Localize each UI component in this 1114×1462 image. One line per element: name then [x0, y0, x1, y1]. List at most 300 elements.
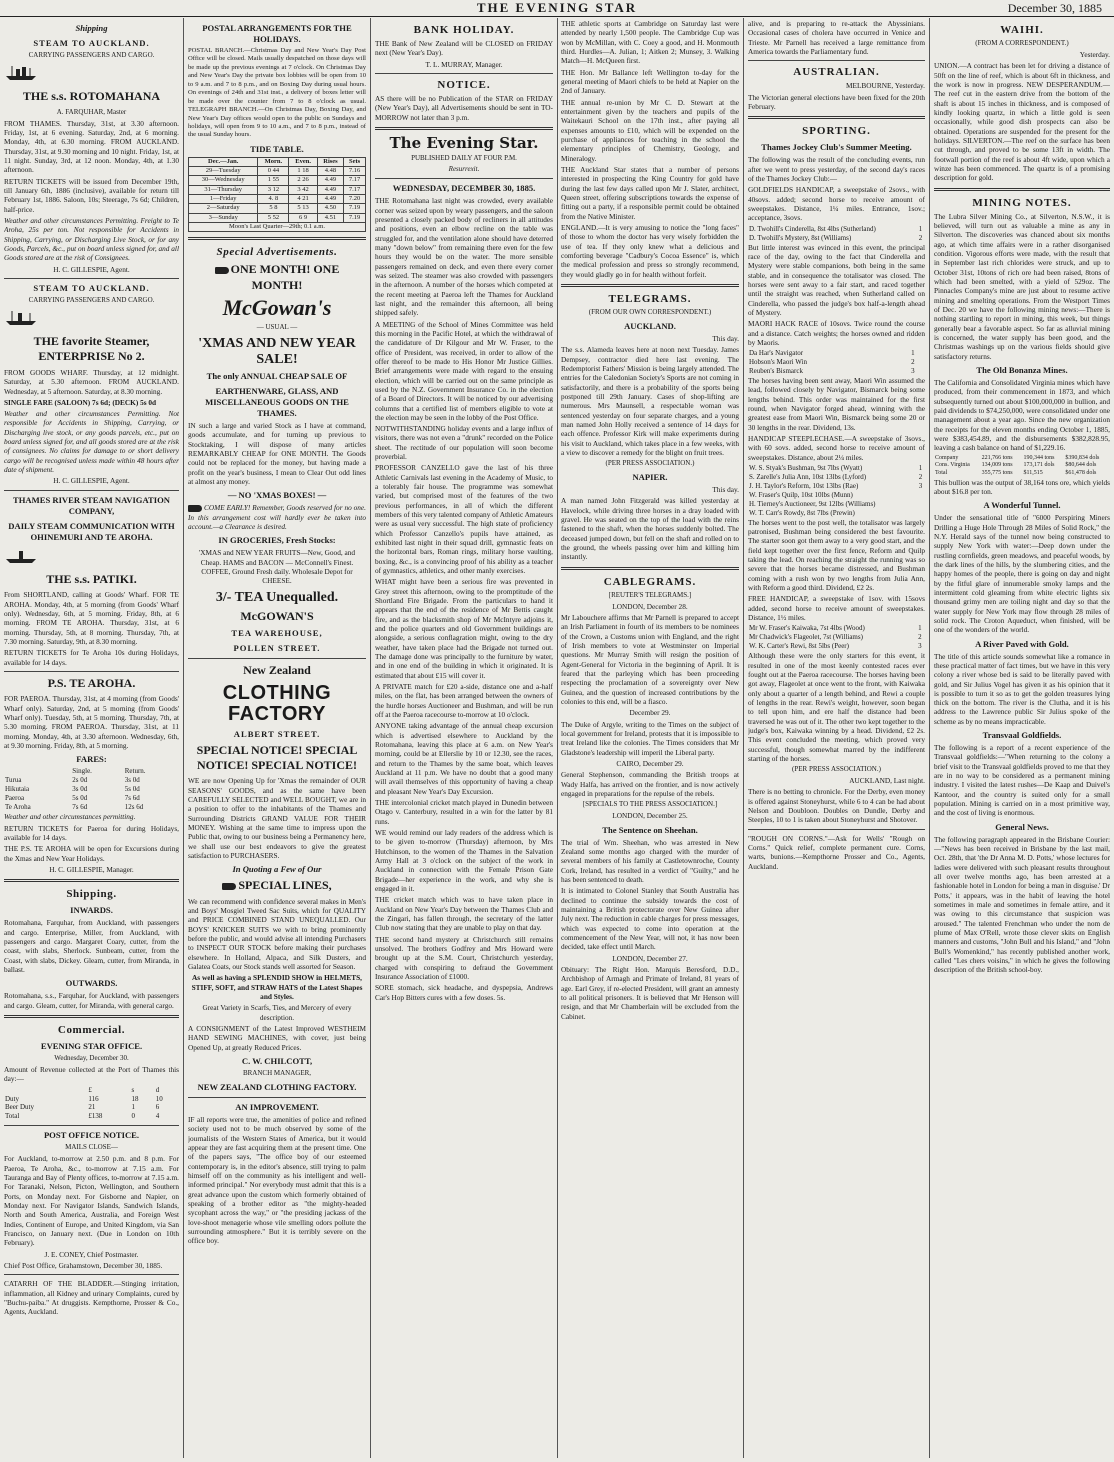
article-paragraph: A PRIVATE match for £20 a-side, distance one and a-half miles, on the flat, has been arranged between the owners of the hurdle horses Auctioneer and Bushman, and will be run off at the Paeroa racecourse to-morrow at 10 o'clock. [375, 682, 553, 719]
ship-master: A. FARQUHAR, Master [56, 107, 127, 116]
table-cell: 3—Sunday [189, 213, 258, 222]
post-office-subheading: MAILS CLOSE— [65, 1143, 118, 1152]
return-tickets: RETURN TICKETS for Te Aroha 10s during Holidays, available for 14 days. [4, 648, 179, 667]
river-body: The title of this article sounds somewhat like a romance in these practical matter of fact times, but we have in this very colony a river whose bed is said to be literally paved with gold, and Sir Julius Vogel has given it as his opinion that it is possible to turn it so as to get the golden treasures lying thick on the bottom. The river is the Clutha, and it is his address to the Lawrence public Sir Julius spoke of the scheme as by no means impracticable. [934, 651, 1110, 726]
special-lines [188, 878, 366, 893]
table-cell: W. K. Carter's Rewi, 8st 5lbs (Peer) [749, 642, 849, 651]
table-cell: 1—Friday [189, 195, 258, 204]
cable-body: Mr Labouchere affirms that Mr Parnell is prepared to accept an Irish Parliament in fourth of its members to be nominees of the Crown, a Customs union with England, and the right of Irish members to vote at Westminster on Imperial questions. Mr Murray Smith will resign the position of Agent-General for Victoria in the beginning of April. It is feared that the parleying which has been proceeding respecting the proclamation of a sovereignty over New Guinea, and the question of increased contributions by the colonies to this end, will be a fiasco. [561, 613, 739, 707]
text-span: SPECIAL LINES, [238, 878, 332, 893]
table-row [748, 500, 925, 509]
column-rule [183, 18, 184, 1458]
cable-date: LONDON, December 25. [612, 811, 688, 821]
sale-body: IN such a large and varied Stock as I have at command, goods accumulate, and for turning up previous to Stocktaking, I will dispose of many articles REMARKABLY CHEAP for ONE MONTH. The Goods could not be replaced for the money, but having made a profit on the year's business, I mean to Clear Out odd lines at almost any money. [188, 421, 366, 486]
divider [4, 490, 179, 491]
cable-date: CAIRO, December 29. [616, 759, 684, 769]
return-tickets: RETURN TICKETS will be issued from December 19th, till January 6th, 1886 (inclusive), available for return till February 1st, 1886. Saloon, 10s; Steerage, 7s 6d; Children, half-price. [4, 176, 179, 214]
table-cell: 2s 0d [72, 776, 88, 785]
betting-report: There is no betting to chronicle. For the Derby, even money is offered against Stoneyhurst, while 6 to 4 can be had about Nelson and Doubloon. Doubles on Dundle, Derby and Steeples, 10 to 1 is taken about Stoneyhurst and Shotover. [748, 787, 925, 825]
divider [4, 1015, 179, 1018]
table-row [189, 213, 366, 222]
section-header: Shipping [75, 23, 108, 33]
article-paragraph: THE annual re-union by Mr C. D. Stewart at the entertainment given by the teachers and pupils of the Waitekauri School on the 17th inst., after paying all expenses amounts to £10, which will be expended on the purchase of appliances for teaching in the school the elementary principles of Chemistry, Geology, and Mineralogy. [561, 97, 739, 163]
article-paragraph: THE Auckland Star states that a number of persons interested in prospecting the King Country for gold have during the last few days called upon Mr J. Slater, architect, Queen street, offering subscriptions towards the expense of fitting out a party, if a responsible permit could be obtained from the Native Minister. [561, 164, 739, 221]
post-office-footer: Chief Post Office, Grahamstown, December 30, 1885. [4, 1260, 163, 1270]
groceries-body: 'XMAS and NEW YEAR FRUITS—New, Good, and Cheap. HAMS and BACON — McConnell's Finest. COFFEE, Ground Fresh daily. Wholesale Depot for CHEESE. [198, 548, 356, 586]
ship-name: P.S. TE AROHA. [47, 676, 136, 691]
article-paragraph: alive, and is preparing to re-attack the Abyssinians. Occasional cases of cholera have occurred in Venice and Trieste. Mr Parnell has received a large remittance from America towards the Parliamentary fund. [748, 19, 925, 56]
table-cell: 190,344 tons [1023, 454, 1055, 461]
bonanza-table [934, 455, 1110, 478]
inwards-list: Rotomahana, Farquhar, from Auckland, with passengers and cargo. Enterprise, Miller, from Auckland, with passengers and cargo. Margaret Coary, cutter, from the coast, with slabs, Sherlock. Sunbeam, cutter, from the Coast, with slabs, Dickey. Gleam, cutter, from Miranda, in ballast. [4, 918, 179, 974]
fares-table [4, 767, 179, 812]
table-cell: 4 21 [289, 195, 317, 204]
waihi-source: (FROM A CORRESPONDENT.) [975, 39, 1069, 48]
general-news-heading: General News. [995, 821, 1049, 832]
table-cell: Hobson's Maori Win [749, 358, 808, 367]
column-rule [743, 18, 744, 1458]
divider [188, 237, 366, 240]
table-cell: $80,644 dols [1065, 462, 1097, 469]
table-cell: Cons. Virginia [935, 462, 970, 469]
race-report: The horses having been sent away, Maori Win assumed the lead, followed closely by Navigator, Bismarck being some lengths behind. This order was maintained for the first round, when Navigator forged ahead, winning with the greatest ease from Maori Win, Bismarck being some 20 or 30 lengths in the rear. Dividend, 13s. [748, 376, 925, 432]
auckland-date: This day. [712, 333, 739, 343]
australian-body: The Victorian general elections have been fixed for the 20th February. [748, 92, 925, 112]
table-header-cell: Sets [344, 157, 366, 166]
race-report: But little interest was evinced in this event, the principal race of the day, owing to the fact that Cinderella and Mystery were stable companions, both being in the same stable, and in consequence the totalisator was closed. The horses were sent away to a fair start, and raced together until the straight was reached, when Sutherland called on Cinderella, who passed the judge's box half-a-length ahead of Mystery. [748, 242, 925, 317]
waihi-body: UNION.—A contract has been let for driving a distance of 50ft on the line of reef, which is about 6ft in thickness, and the work is now in progress. NEW DESPERANDUM.—The reef cut in the eastern drive from the bottom of the shaft is about 15 inches in thickness, and is composed of kindly looking quartz, in which a little gold is seen occasionally, while good dish prospects can also be obtained. Operations are suspended for the present for the holidays. SILVERTON.—The reef on the surface has been cut through, and proved to be some 13ft in width. The footwall portion of the reef is about 4ft wide, upon which a winze has been commenced. The quartz is of a promising description for gold. [934, 61, 1110, 183]
table-cell: 5 8 [258, 204, 289, 213]
table-cell: Te Aroha [5, 803, 31, 812]
single-fare: SINGLE FARE (SALOON) 7s 6d; (DECK) 5s 0d [4, 397, 157, 407]
column-2 [188, 19, 366, 1457]
outwards-list: Rotomahana, s.s., Farquhar, for Auckland, with passengers and cargo. Gleam, cutter, for Miranda, with general cargo. [4, 991, 179, 1010]
table-cell: 4.49 [317, 176, 343, 185]
cable-date: LONDON, December 27. [612, 953, 688, 963]
divider [4, 1274, 179, 1275]
divider [4, 879, 179, 882]
divider [748, 116, 925, 119]
table-cell: 3 42 [289, 185, 317, 194]
table-header-cell: Dec.—Jan. [189, 157, 258, 166]
table-cell: 5s 0d [124, 785, 140, 794]
article-paragraph: THE second hand mystery at Christchurch still remains unsolved. The brothers Godfrey and Mrs Howard were brought up at the S.M. Court, Christchurch yesterday, charged with conspiring to defraud the Government Insurance Association of £1000. [375, 934, 553, 981]
table-row [4, 1086, 179, 1095]
outwards-heading: OUTWARDS. [65, 978, 118, 989]
press-association: (PER PRESS ASSOCIATION.) [605, 459, 695, 468]
tide-footer: Moon's Last Quarter—29th; 0.1 a.m. [189, 223, 366, 232]
table-cell: 6 [155, 1103, 160, 1112]
sailing-times: FROM THAMES. Thursday, 31st, at 3.30 afternoon. Friday, 1st, at 6 evening. Saturday, 2nd, at 6 morning. Monday, 4th, at 6.30 morning. FROM AUCKLAND. Thursday, 31st, at 9.30 morning and 10 night. Friday, 1st, at 11 night. Sunday, 3rd, at 12 noon. Monday, 4th, at 1.30 afternoon. [4, 118, 179, 175]
table-cell: £ [88, 1085, 92, 1094]
notice-body: AS there will be no Publication of the STAR on FRIDAY (New Year's Day), all Advertisements should be sent in TO-MORROW not later than 3 p.m. [375, 94, 553, 122]
napier-heading: NAPIER. [632, 472, 668, 483]
table-cell: 4. 8 [258, 195, 289, 204]
cablegrams-source: [REUTER'S TELEGRAMS.] [608, 590, 692, 599]
text-span: COME EARLY! Remember, Goods reserved for no one. In this arrangement cost will hardly ever be taken into account.—a Clearance is desired. [188, 503, 366, 531]
table-cell [4, 767, 71, 776]
bank-holiday-body: THE Bank of New Zealand will be CLOSED on FRIDAY next (New Year's Day). [375, 39, 553, 58]
revenue-text: Amount of Revenue collected at the Port of Thames this day:— [4, 1064, 179, 1084]
table-cell: 7.20 [344, 195, 366, 204]
table-cell: 1 [918, 624, 922, 633]
article-paragraph: PROFESSOR CANZELLO gave the last of his three Athletic Carnivals last evening in the Academy of Music, to a tolerably fair house. The programme was somewhat varied, but comprised most of the features of the two previous performances, in all of which the different members of this very talented company of Athletic Amateurs were as usual very successful. The high state of proficiency which Professor Canzello's pupils have attained, as exhibited last night in their squad drill, gymnastic feats on the horizontal bars, Roman rings, military horse vaulting, boxing, &c., is a convincing proof of his ability as a teacher of gymnastics, athletics, and other manly exercises. [375, 463, 553, 576]
table-cell: Single. [72, 767, 92, 776]
table-row [748, 509, 925, 518]
table-cell: Turua [5, 776, 22, 785]
cablegrams-heading: CABLEGRAMS. [603, 575, 697, 588]
tide-table [188, 157, 366, 233]
table-row [934, 470, 1110, 478]
masthead-title: THE EVENING STAR [476, 0, 638, 15]
table-cell: W. Fraser's Quilp, 10st 10lbs (Munn) [749, 490, 853, 499]
inwards-heading: INWARDS. [70, 905, 113, 916]
ad-heading: THAMES RIVER STEAM NAVIGATION COMPANY, [12, 494, 171, 516]
race-results [748, 349, 925, 376]
column-rule [370, 18, 371, 1458]
table-cell: 0 44 [258, 167, 289, 176]
catarrh-ad: CATARRH OF THE BLADDER.—Stinging irritation, inflammation, all Kidney and urinary Complaints, cured by "Buchu-paiba." At druggists. Kempthorne, Prosser & Co., Agents, Auckland. [4, 1279, 179, 1317]
ad-heading: STEAM TO AUCKLAND. [33, 38, 150, 48]
divider [375, 73, 553, 74]
table-cell: £138 [88, 1112, 103, 1121]
table-cell: 1 55 [258, 176, 289, 185]
office-heading: EVENING STAR OFFICE. [40, 1040, 143, 1051]
table-cell: 7.19 [344, 213, 366, 222]
divider [375, 127, 553, 130]
table-row [748, 225, 925, 234]
tjc-intro: The following was the result of the concluding events, run after we went to press yesterday, of the second day's races of the Thames Jockey Club:— [748, 155, 925, 184]
chilcott-signature: C. W. CHILCOTT, [241, 1056, 313, 1067]
postal-heading: POSTAL ARRANGEMENTS FOR THE HOLIDAYS. [202, 23, 352, 44]
australian-date: MELBOURNE, Yesterday. [846, 81, 925, 91]
quoting-line: In Quoting a Few of Our [232, 864, 322, 875]
steamship-icon [4, 547, 38, 565]
table-row [4, 1103, 179, 1112]
table-row [748, 464, 925, 473]
table-cell: 7.17 [344, 176, 366, 185]
table-cell: 116 [88, 1094, 99, 1103]
table-cell: 355,775 tons [981, 469, 1013, 476]
race-conditions: FREE HANDICAP, a sweepstake of 1sov. with 15sovs added, second horse to receive amount of sweepstakes. Distance, 1½ miles. [748, 594, 925, 623]
ad-heading: STEAM TO AUCKLAND. [33, 282, 150, 293]
napier-body: A man named John Fitzgerald was killed yesterday at Havelock, while driving three horses in a dray loaded with gravel. He was seated on the top of the load with the reins fastened to the shaft, when the horses suddenly bolted. The deceased jumped down, but fell on the shaft and rolled on to the ground, the wheels passing over him and killing him instantly. [561, 496, 739, 562]
divider [4, 278, 179, 279]
factory-name: NEW ZEALAND CLOTHING FACTORY. [197, 1081, 357, 1092]
column-1 [4, 19, 179, 1457]
cable-date: December 29. [629, 708, 671, 718]
clothing-body: WE are now Opening Up for 'Xmas the remainder of OUR SEASONS' GOODS, and as the same have been CAREFULLY SELECTED and WELL BOUGHT, we are in a position to offer to the inhabitants of the Thames and Surrounding Districts GRAND VALUE FOR THEIR MONEY. Wishing at the same time to impress upon the Public that, owing to our business being a Permanency here, we shall use our best endeavors to give the greatest satisfaction to PURCHASERS. [188, 776, 366, 861]
waihi-heading: WAIHI. [1000, 24, 1044, 36]
albert-street: ALBERT STREET. [233, 728, 321, 739]
pointing-hand-icon [222, 883, 236, 890]
sailing-times: FROM GOODS WHARF. Thursday, at 12 midnight. Saturday, at 5.30 afternoon. FROM AUCKLAND. Wednesday, at 5 afternoon. Saturday, at 8.30 morning. [4, 367, 179, 396]
one-month-banner [188, 262, 366, 293]
table-cell: 5s 0d [72, 794, 88, 803]
table-cell: 1 18 [289, 167, 317, 176]
table-row [4, 1112, 179, 1121]
divider [188, 1097, 366, 1098]
table-row [748, 624, 925, 633]
mcgowan-logo: McGowan's [222, 295, 332, 321]
table-header-cell: Morn. [258, 157, 289, 166]
article-paragraph: THE cricket match which was to have taken place in Auckland on New Year's Day between the Thames Club and the Zingari, has fallen through, the secretary of the latter Club now stating that they are unable to play on that day. [375, 895, 553, 933]
table-row [189, 195, 366, 204]
table-cell: 173,171 dols [1023, 462, 1055, 469]
race-conditions: MAORI HACK RACE of 10sovs. Twice round the course and a distance. Catch weights; the horses owned and ridden by Maoris. [748, 319, 925, 347]
table-cell: 7s 6d [72, 803, 88, 812]
divider [4, 1125, 179, 1126]
flag-motto: Resurrexit. [448, 165, 480, 174]
column-4 [561, 19, 739, 1457]
column-6 [934, 19, 1110, 1457]
table-row [4, 767, 179, 776]
table-cell: 3s 0d [124, 776, 140, 785]
table-cell: 5 13 [289, 204, 317, 213]
table-row [748, 491, 925, 500]
column-3 [375, 19, 553, 1457]
table-cell: 2 [918, 473, 923, 482]
table-row [4, 776, 179, 785]
tjc-heading: Thames Jockey Club's Summer Meeting. [761, 142, 912, 153]
auckland-body: The s.s. Alameda leaves here at noon next Tuesday. James Dempsey, contractor died here last evening. The Redemptorist Fathers' Mission is being largely attended. The entries for the Caledonian Society's Sports are not coming in satisfactorily, and there is a probability of the sports being postponed till 29th January. Cases of shop-lifting are numerous. Mrs Maunsell, a respectable woman was sentenced yesterday on four separate charges, and a young man named John Holly received a sentence of 14 days for each offence. Professor Kirk will make experiments during his visit to Auckland, which takes place in a few weeks, with a view to discover a remedy for the blight on fruit trees. [561, 345, 739, 457]
article-paragraph: THE Rotomahana last night was crowded, every available corner was seized upon by weary passengers, and the saloon presented a closely packed body of recliners in all attitudes and positions, even an elbow recline on the table was struggled for, and the ventilation alone should have deterred many "down below" from remaining there even for the few hours they would be on the water. The more sensible passengers remained on deck, and even there every corner was seized. The steamer was also crowded with passengers in the afternoon. A number of the horses which competed at the recent meeting at Paeroa left the Thames for Auckland last night, and the remainder this afternoon, all being shipped safely. [375, 196, 553, 318]
fares-heading: FARES: [76, 754, 107, 765]
table-header-cell: Even. [289, 157, 317, 166]
pointing-hand-icon [215, 267, 229, 274]
table-cell: Beer Duty [5, 1103, 34, 1112]
table-cell: s [131, 1085, 135, 1094]
river-heading: A River Paved with Gold. [975, 638, 1069, 649]
table-cell: 5 52 [258, 213, 289, 222]
tide-table-heading: TIDE TABLE. [250, 143, 304, 154]
table-cell: 4.50 [317, 204, 343, 213]
table-cell: Mr W. Fraser's Kaiwaka, 7st 4lbs (Wood) [749, 624, 865, 633]
steamship-icon [4, 309, 38, 327]
table-row [934, 462, 1110, 470]
post-office-heading: POST OFFICE NOTICE. [43, 1130, 140, 1141]
table-row [748, 234, 925, 243]
table-row [748, 482, 925, 491]
postmaster-signature: J. E. CONEY, Chief Postmaster. [44, 1249, 139, 1259]
table-cell: 4.48 [317, 167, 343, 176]
straw-hats: As well as having a SPLENDID SHOW in HELMETS, STIFF, SOFT, and STRAW HATS of the Latest Shapes and Styles. [191, 973, 363, 1002]
tunnel-body: Under the sensational title of "6000 Perspiring Miners Drilling a Huge Hole Through 28 Miles of Solid Rock," the N.Y. Herald says of the tunnel now being constructed to supply New York with water:—Deep down under the rustling cornfields, green meadows, and peaceful woods, by the dark lines of the hills, by the slumbering cities, and the happy homes of the people, there is going on day and night by the fitful glare of innumerable smoky lamps and the intermittent cold gleaming from white electric lights six thousand grimy men are toiling night and day so that the water supply for New York may flow through 28 miles of solid rock. The Croton Aqueduct, when finished, will be one of the wonders of the world. [934, 513, 1110, 635]
table-cell: 3 [918, 481, 923, 490]
table-row [748, 349, 925, 358]
divider [4, 671, 179, 672]
notice-heading: NOTICE. [437, 79, 491, 92]
ship-name: THE s.s. PATIKI. [46, 572, 137, 587]
groceries-heading: IN GROCERIES, Fresh Stocks: [218, 535, 336, 546]
special-notice: SPECIAL NOTICE! SPECIAL NOTICE! SPECIAL NOTICE! [196, 742, 358, 773]
table-cell: 0 [131, 1112, 135, 1121]
come-early [188, 503, 366, 531]
table-cell: Company [935, 454, 959, 461]
table-cell: Return. [124, 767, 146, 776]
table-cell: 4.51 [317, 213, 343, 222]
general-news-body: The following paragraph appeared in the Brisbane Courier:—"News has been received in Brisbane by the last mail, Oct. 28th, that 'the Dr Anna M. D. Potts,' whose lectures for ladies were delivered with such pleasant results throughout all over twelve months ago, has been arrested at a fashionable hotel in London for being a man in disguise.' Dr Potts,' it appears, was in the habit of leaving the hotel sometimes in male and sometimes in female attire, and it was owing to this circumstance that suspicion was aroused." The talented Frenchman who under the nom de plume of Max O'Rell, wrote those clever skits on English manners and customs, "John Bull and his Island," and "John Bull's Womenkind," has recently published another work, called "Les chers voisins," in which he gives the following description of the British school-boy. [934, 834, 1110, 975]
post-office-body: For Auckland, to-morrow at 2.50 p.m. and 8 p.m. For Paeroa, Te Aroha, &c., to-morrow at 7.15 a.m. For Tauranga and Bay of Plenty offices, to-morrow at 7.15 a.m. For Taranaki, Nelson, Picton, Wellington, and Southern Ports, on Monday next. For Gisborne and Napier, on Monday next. For Navigator Islands, Sandwich Islands, North and South America, Australia, and Foreign West Indies, Continent of Europe, and United Kingdom, via San Francisco, on January next. (Due in London on 10th February). [4, 1154, 179, 1248]
cable-body: General Stephenson, commanding the British troops at Wady Halfa, has arrived on the frontier, and is now actively engaged in preparations for the repulse of the rebels. [561, 770, 739, 798]
column-rule [557, 18, 558, 1458]
table-cell: $11,515 [1023, 469, 1043, 476]
improvement-heading: AN IMPROVEMENT. [235, 1101, 319, 1112]
waihi-date: Yesterday. [1079, 50, 1110, 60]
table-cell: 4.49 [317, 195, 343, 204]
article-paragraph: NOTWITHSTANDING holiday events and a large influx of visitors, there was not even a "drunk" recorded on the Police sheet. The rectitude of our population will soon become proverbial. [375, 424, 553, 462]
table-cell: S. Zarelle's Julia Ann, 10st 13lbs (Lyford) [749, 473, 867, 482]
annual-sale-line: The only ANNUAL CHEAP SALE OF [206, 371, 348, 382]
table-cell: 1 [918, 464, 923, 473]
special-lines-body: We can recommend with confidence several makes in Men's and Boys' Mosgiel Tweed Sac Suits, which for QUALITY and PRICE COMBINED STAND UNEQUALLED. Our BOYS' KNICKER SUITS we with to bring prominently before the public, and would advise all intending Purchasers to INSPECT OUR STOCK before making their purchases elsewhere. In Holland, Alpaca, and Silk Dusters, and Galatea Coats, our Stock stands well assorted for Season. [188, 896, 366, 972]
pointing-hand-icon [188, 505, 202, 512]
divider [561, 284, 739, 287]
table-cell [918, 500, 925, 509]
article-paragraph: A MEETING of the School of Mines Committee was held this morning in the Pacific Hotel, at which the withdrawal of the candidature of Dr Kilgour and Mr W. Fraser, to the office of President, was received, in order to allow of the offer thereof to be made to His Honor Mr Justice Gillies. Brief arrangements were made with regard to the ensuing election, which will be carried out on the same principle as used by the N.Z. Government Insurance Co. in the election of a Board of Directors. It will be noticed by our advertising columns that a certified list of members eligible to vote at the election may be seen in the lobby of the Post Office. [375, 319, 553, 422]
australian-heading: AUSTRALIAN. [793, 66, 880, 79]
divider [188, 658, 366, 659]
table-cell: D. Twohill's Mystery, 8st (Williams) [749, 233, 852, 242]
agent-signature: H. C. GILLESPIE, Manager. [49, 864, 134, 874]
tea-title: 3/- TEA Unequalled. [215, 589, 339, 605]
table-row [189, 223, 366, 232]
earthenware-line: EARTHENWARE, GLASS, AND MISCELLANEOUS GOODS ON THE THAMES. [205, 386, 349, 419]
steamship-icon [4, 64, 38, 82]
table-cell: 29—Tuesday [189, 167, 258, 176]
table-cell: 3 12 [258, 185, 289, 194]
race-report: Although these were the only starters for this event, it resulted in one of the most keenly contested races ever fought out at the Paeroa racecourse. The horses having been got away, Flageolet at once went to the front, with Kaiwaka only about a quarter of a length behind, and Rewi a couple of lengths in the rear. Rewi's weight, however, soon began to tell upon him, and ere half the distance had been traversed he was out of it. The other two kept together to the judge's box, Kaiwaka winning by a head. Dividend, £2 2s. This event concluded the meeting, which proved very successful, though somewhat marred by the indifferent starting of the horses. [748, 651, 925, 763]
race-results [748, 225, 925, 243]
table-cell: 2 [911, 358, 915, 367]
table-row [189, 204, 366, 213]
article-paragraph: WE would remind our lady readers of the address which is to be given to-morrow (Thursday) afternoon, by Mrs Hutchinson, to the women of the Thames in the Salvation Army Hall at 3 o'clock on the subject of the work in Auckland in connection with the Female Prison Gate Brigade—her experience in the work, and why she is engaged in it. [375, 827, 553, 893]
table-row [189, 185, 366, 194]
masthead-date: December 30, 1885 [1007, 1, 1102, 15]
race-conditions: HANDICAP STEEPLECHASE.—A sweepstake of 3sovs., with 60 sovs. added, second horse to receive amount of sweepstakes. Distance, about 2¼ miles. [748, 434, 925, 462]
race-results [748, 624, 925, 651]
table-cell: Total [5, 1112, 20, 1121]
table-row [4, 794, 179, 803]
telegrams-heading: TELEGRAMS. [608, 292, 692, 305]
table-cell: 2 [918, 633, 922, 642]
table-cell: 1 [131, 1103, 135, 1112]
special-ads-heading: Special Advertisements. [216, 246, 338, 259]
mining-notes-body: The Lubra Silver Mining Co., at Silverton, N.S.W., it is believed, will turn out as valuable a mine as any in Silverton. The discoveries was chanced about six months ago, at which time affairs were in a rather disorganised condition. Vigorous efforts were made, with the result that in September last rich chlorides were struck, and up to October 31st, 10tons of rich ore had been raised, 8tons of which had been smelted, with a yield of 529oz. The Pinnacles Company's mine are just about to resume active mining and smelting operations. From the Westport Times of Dec. 20 we have the following mining news:—There is nothing startling to report in mining, this week, but things generally bear a favorable aspect. So far as alluvial mining is concerned, the water supply has been good, and the Christmas washings up on the various fields should give satisfactory returns. [934, 211, 1110, 361]
ship-name: THE s.s. ROTOMAHANA [22, 89, 161, 104]
table-row [189, 157, 366, 166]
excursion-notice: THE P.S. TE AROHA will be open for Excursions during the Xmas and New Year Holidays. [4, 844, 179, 863]
sporting-heading: SPORTING. [802, 125, 871, 138]
table-cell: 7.19 [344, 204, 366, 213]
article-paragraph: THE intercolonial cricket match played in Dunedin between Otago v. Canterbury, resulted in a win for the latter by 81 runs. [375, 797, 553, 826]
table-cell: 4 [155, 1112, 160, 1121]
newspaper-flag: The Evening Star. [389, 134, 539, 153]
table-cell [918, 491, 925, 500]
table-row [748, 473, 925, 482]
agent-signature: H. C. GILLESPIE, Agent. [53, 264, 130, 274]
table-row [189, 167, 366, 176]
table-cell: 18 [131, 1094, 139, 1103]
table-cell: 7s 6d [124, 794, 140, 803]
usual-label: — USUAL — [256, 323, 298, 332]
table-cell: d [155, 1085, 160, 1094]
article-paragraph: It is intimated to Colonel Stanley that South Australia has declined to continue the subsidy towards the cost of maintaining a British protectorate over New Guinea after July next. The reduction in cable charges for press messages, which was expected to come into operation at the commencement of the New Year, will not, it has now been decided, take effect until March. [561, 886, 739, 952]
shipping-notice: Weather and other circumstances Permitting. Freight to Te Aroha, 25s per ton. Not responsible for Accidents in Shipping, Carrying, or Discharging Live Stock, or for any Goods, Parcels, &c., put on board unless signed for, and all Goods stored are at the risk of Consignees. [4, 215, 179, 263]
shipping-heading: Shipping. [66, 888, 117, 901]
table-row [4, 803, 179, 812]
article-paragraph: WHAT might have been a serious fire was prevented in Grey street this afternoon, owing to the promptitude of the Shortland Fire Brigade. From the particulars to hand it appears that the end of the residence of Mr Bettis caught fire, and as the blacksmith shop of Mr McIntyre adjoins it, and the police quarters and old Government buildings are alongside, a serious conflagration might, owing to the dry weather, have taken place had the Brigade not turned out. The damage done was principally to the furniture by water, and in one end of the building in which it originated. It is estimated that about £15 will cover it. [375, 577, 553, 680]
tea-warehouse: TEA WAREHOUSE, [231, 628, 323, 639]
bonanza-heading: The Old Bonanza Mines. [976, 364, 1068, 375]
revenue-table [4, 1086, 179, 1122]
ad-subheading: CARRYING PASSENGERS AND CARGO. [28, 51, 155, 59]
postal-body: POSTAL BRANCH.—Christmas Day and New Year's Day Post Office will be closed. Mails usually despatched on those days will be made up the previous evenings at 7 o'clock. On Christmas Day and New Year's Day the private box lobbies will be open from 10 to 9 a.m. and 7 to 8 p.m., and on Boxing Day during usual hours. On evenings of 24th and 31st inst., a delivery of boxes letter will be made over the counter from 7 to 8 o'clock as usual. TELEGRAPH BRANCH.—On Christmas Day, Boxing Day, and New Year's Day offices would open to the public on Sundays and holidays, will open from 9 to 10 a.m., and 7 to 8 p.m., instead of the usual Sunday hours. [188, 47, 366, 139]
table-cell: Duty [5, 1094, 19, 1103]
masthead [0, 0, 1114, 17]
table-cell: 21 [88, 1103, 96, 1112]
transvaal-body: The following is a report of a recent experience of the Transvaal goldfields:—"When returning to the colony a brief visit to the Transvaal goldfields proved to me that they are in no way to be considered as a permanent mining industry. I visited the latest rushes—De Kaap and Duivel's Kantoor, and the country is suited only for a small population. Mining is carried on in a most primitive way, and the cost of living is enormous. [934, 743, 1110, 818]
table-row [748, 367, 925, 376]
table-cell: $390,834 dols [1065, 454, 1100, 461]
improvement-body: IF all reports were true, the amenities of police and refined society used not to be much observed by some of the journalists of the Western States of America, but it would appear they are fast acquiring them at the present time. One of the papers says, "The office boy of our esteemed contemporary is, in the editor's absence, still trying to palm himself off on the community as his intelligent and well-informed principal." Nor everybody must admit that this is a great advance upon the custom which formerly obtained of speaking of a brother editor as "the mighty-headed sycophant across the way," or "the presiding jackass of the love-shoot menagerie whose vile smelling odors pollute the surrounding atmosphere." But it is terribly severe on the office boy. [188, 1114, 366, 1246]
press-association: (PER PRESS ASSOCIATION.) [792, 765, 881, 774]
dateline: WEDNESDAY, DECEMBER 30, 1885. [392, 183, 536, 194]
table-cell: Total [935, 469, 948, 476]
table-cell: 12s 6d [124, 803, 144, 812]
table-cell: 1 [911, 349, 915, 358]
bank-signature: T. L. MURRAY, Manager. [425, 59, 503, 69]
table-cell: 7.17 [344, 185, 366, 194]
sentence-body: The trial of Wm. Sheehan, who was arrested in New Zealand some months ago charged with the murder of several members of his family at Castletownroche, County Cork, Ireland, has resulted in a verdict of "Guilty," and he has been sentenced to death. [561, 837, 739, 884]
table-cell: 2 26 [289, 176, 317, 185]
table-row [189, 176, 366, 185]
mining-notes-heading: MINING NOTES. [972, 196, 1072, 209]
table-cell: 3 [918, 642, 922, 651]
table-cell: 3 [911, 367, 915, 376]
obituary-body: Obituary: The Right Hon. Marquis Beresford, D.D., Archbishop of Armagh and Primate of Ireland, 81 years of age. Earl Grey, if re-elected President, will grant an amnesty to all political prisoners. It is believed that Mr Henson will resign, and that Mr Chamberlain will be excluded from the Cabinet. [561, 964, 739, 1021]
bonanza-end: This bullion was the output of 38,164 tons ore, which yields about $16.8 per ton. [934, 477, 1110, 496]
pollen-street: POLLEN STREET. [233, 643, 321, 654]
table-cell: 2—Saturday [189, 204, 258, 213]
cable-date: LONDON, December 28. [612, 601, 688, 611]
table-cell: 7.16 [344, 167, 366, 176]
napier-date: This day. [712, 485, 739, 495]
sentence-heading: The Sentence on Sheehan. [602, 824, 698, 835]
table-cell [918, 509, 925, 518]
table-cell: 6 9 [289, 213, 317, 222]
article-paragraph: SORE stomach, sick headache, and dyspepsia, Andrews Car's Hop Bitters cures with a few doses. 5s. [375, 983, 553, 1002]
xmas-sale-title: 'XMAS AND NEW YEAR SALE! [198, 336, 356, 367]
table-row [748, 642, 925, 651]
divider [934, 188, 1110, 191]
sewing-machines: A CONSIGNMENT of the Latest Improved WESTHEIM HAND SEWING MACHINES, with cover, just being Opened Up, at greatly Reduced Prices. [188, 1024, 366, 1052]
article-paragraph: THE Hon. Mr Ballance left Wellington to-day for the general meeting of Maori chiefs to be held at Napier on the 2nd of January. [561, 67, 739, 96]
table-cell: 221,766 tons [981, 454, 1013, 461]
divider [748, 60, 925, 61]
tunnel-heading: A Wonderful Tunnel. [983, 500, 1061, 511]
table-header-cell: Rises [317, 157, 343, 166]
specials-source: [SPECIALS TO THE PRESS ASSOCIATION.] [582, 800, 718, 809]
article-paragraph: ANYONE taking advantage of the annual cheap excursion which is advertised elsewhere to Auckland by the Rotomahana, leaving this place at 6 a.m. on New Year's morning, could be at Ellerslie by 10 or 12.30, see the races, and return to the Thames by the same boat, which leaves Auckland at 11 p.m. We have no doubt that a good many will avail themselves of this opportunity of having a cheap and pleasant New Year's Day Excursion. [375, 721, 553, 796]
table-cell: Reuben's Bismarck [749, 367, 803, 376]
sailing-times: FOR PAEROA. Thursday, 31st, at 4 morning (from Goods' Wharf only). Saturday, 2nd, at 5 morning (from Goods' Wharf only). Tuesday, 5th, at 5 morning. Thursday, 7th, at 5.30 morning. FROM PAEROA. Thursday, 31st, at 11 morning. Monday, 4th, at 3.30 afternoon. Wednesday, 6th, at 9.30 morning. Friday, 8th, at 5 morning. [4, 694, 179, 751]
fares-note: Weather and other circumstances permitting. [4, 812, 136, 822]
table-row [748, 358, 925, 367]
table-cell: Mr Chadwick's Flageolet, 7st (Williams) [749, 633, 863, 642]
table-cell: Paeroa [5, 794, 25, 803]
auckland-date: AUCKLAND, Last night. [849, 776, 925, 786]
